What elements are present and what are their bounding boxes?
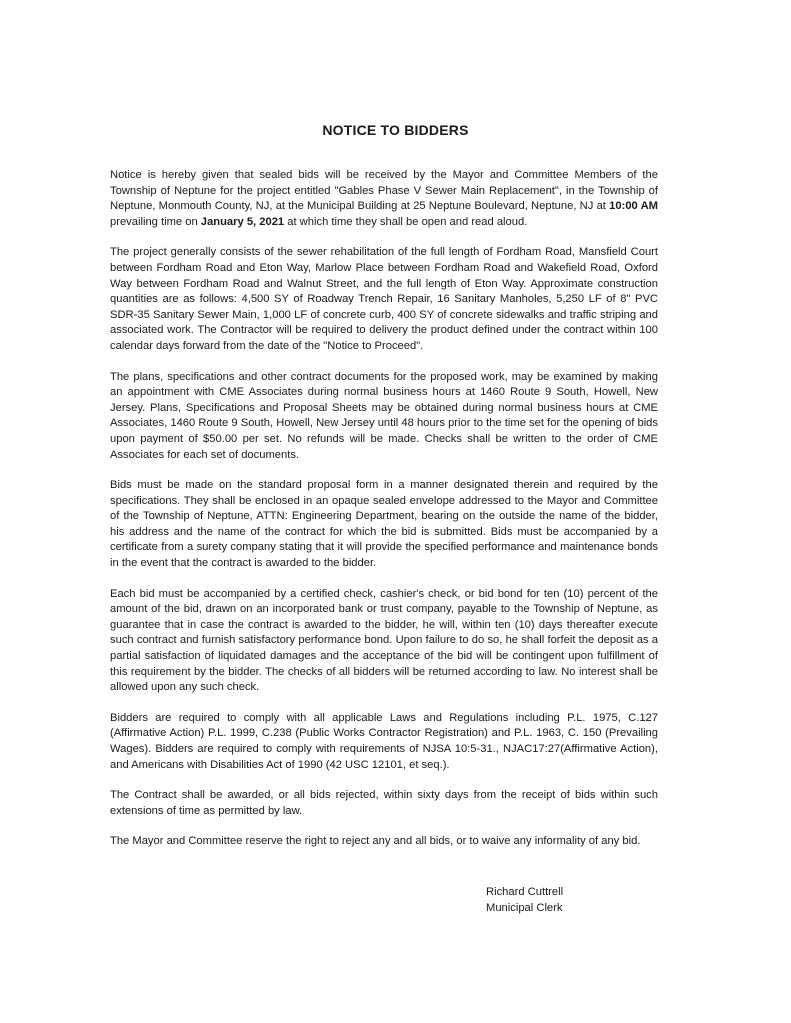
paragraph-bid-opening [110, 168, 658, 230]
paragraph-proposal-form: Bids must be made on the standard proposal form in a manner designated therein and required by the specifications. They shall be enclosed in an opaque sealed envelope addressed to the Mayor and Committee of the Township of Neptune, ATTN: Engineering Department, bearing on the outside the name of the bidder, his address and the name of the contract for which the bid is submitted. Bids must be accompanied by a certificate from a surety company stating that it will provide the specified performance and maintenance bonds in the event that the contract is awarded to the bidder. [110, 479, 658, 570]
document-body [110, 168, 658, 865]
document-title: NOTICE TO BIDDERS [322, 122, 469, 138]
paragraph-plans-specifications: The plans, specifications and other contract documents for the proposed work, may be examined by making an appointment with CME Associates during normal business hours at 1460 Route 9 South, Howell, New Jersey. Plans, Specifications and Proposal Sheets may be obtained during normal business hours at CME Associates, 1460 Route 9 South, Howell, New Jersey until 48 hours prior to the time set for the opening of bids upon payment of $50.00 per set. No refunds will be made. Checks shall be written to the order of CME Associates for each set of documents. [110, 370, 658, 461]
bid-opening-time: 10:00 AM [609, 200, 658, 213]
bid-opening-text-c: at which time they shall be open and read aloud. [284, 215, 528, 228]
bid-opening-text-b: prevailing time on [110, 215, 201, 228]
paragraph-award: The Contract shall be awarded, or all bids rejected, within sixty days from the receipt of bids within such extensions of time as permitted by law. [110, 789, 658, 817]
paragraph-rights-reserved: The Mayor and Committee reserve the right to reject any and all bids, or to waive any informality of any bid. [110, 835, 641, 848]
signatory-name: Richard Cuttrell [486, 886, 564, 898]
paragraph-project-scope: The project generally consists of the sewer rehabilitation of the full length of Fordham Road, Mansfield Court between Fordham Road and Eton Way, Marlow Place between Fordham Road and Wakefield Road, Oxford Way between Fordham Road and Walnut Street, and the full length of Eton Way. Approximate construction quantities are as follows: 4,500 SY of Roadway Trench Repair, 16 Sanitary Manholes, 5,250 LF of 8" PVC SDR-35 Sanitary Sewer Main, 1,000 LF of concrete curb, 400 SY of concrete sidewalks and traffic striping and associated work. The Contractor will be required to delivery the product defined under the contract within 100 calendar days forward from the date of the "Notice to Proceed". [110, 246, 658, 352]
bid-opening-date: January 5, 2021 [200, 215, 285, 228]
paragraph-bid-security: Each bid must be accompanied by a certified check, cashier's check, or bid bond for ten (10) percent of the amount of the bid, drawn on an incorporated bank or trust company, payable to the Township of Neptune, as guarantee that in case the contract is awarded to the bidder, he will, within ten (10) days thereafter execute such contract and furnish satisfactory performance bond. Upon failure to do so, he shall forfeit the deposit as a partial satisfaction of liquidated damages and the acceptance of the bid will be contingent upon fulfillment of this requirement by the bidder. The checks of all bidders will be returned according to law. No interest shall be allowed upon any such check. [110, 587, 658, 694]
signature-block [486, 884, 563, 916]
signatory-role: Municipal Clerk [486, 902, 563, 914]
bid-opening-text-a: Notice is hereby given that sealed bids will be received by the Mayor and Committee Members of the Township of Neptune for the project entitled "Gables Phase V Sewer Main Replacement", in the Township of Neptune, Monmouth County, NJ, at the Municipal Building at 25 Neptune Boulevard, Neptune, NJ at [110, 169, 658, 213]
paragraph-compliance: Bidders are required to comply with all applicable Laws and Regulations including P.L. 1975, C.127 (Affirmative Action) P.L. 1999, C.238 (Public Works Contractor Registration) and P.L. 1963, C. 150 (Prevailing Wages). Bidders are required to comply with requirements of NJSA 10:5-31., NJAC17:27(Affirmative Action), and Americans with Disabilities Act of 1990 (42 USC 12101, et seq.). [110, 711, 658, 771]
